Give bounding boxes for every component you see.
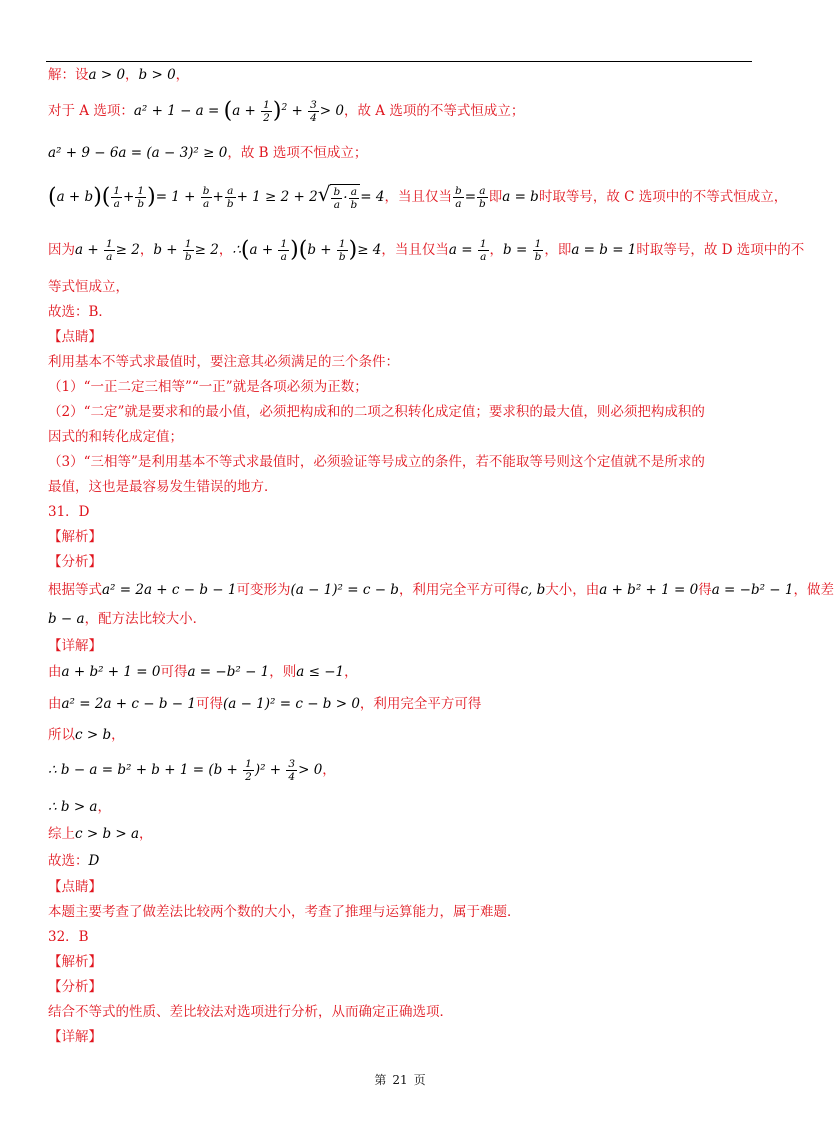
math: = 4 — [360, 189, 385, 205]
math: a = −b² − 1 — [187, 664, 270, 680]
text: ， — [97, 799, 111, 815]
math: b + — [307, 242, 336, 258]
text-line: 最值，这也是最容易发生错误的地方． — [48, 479, 278, 495]
math: $^2$ + — [281, 103, 308, 119]
detail-line — [48, 758, 754, 783]
text: ， — [322, 762, 336, 778]
analysis-line — [48, 581, 834, 599]
math: a + b — [56, 189, 94, 205]
math: c > b — [75, 727, 112, 743]
math: a² + 1 − a = — [133, 103, 224, 119]
analysis-line — [48, 610, 754, 628]
question-number: 31．D — [48, 504, 90, 520]
text-line: （3）“三相等”是利用基本不等式求最值时，必须验证等号成立的条件，若不能取等号则这个定值就不是所求的 — [48, 454, 705, 470]
math: ≥ 2 + 2 — [265, 189, 318, 205]
fraction: $\frac{b}{a}$ — [454, 185, 462, 210]
text: ，故 A 选项的不等式恒成立； — [343, 103, 525, 119]
math: b = — [503, 242, 532, 258]
math: (a − 1)² = c − b — [290, 582, 399, 598]
header-rule — [46, 61, 752, 62]
math: + — [123, 189, 135, 205]
detail-line — [48, 663, 754, 681]
option-c-line — [48, 182, 788, 211]
math: c, b — [520, 582, 546, 598]
text-line: 本题主要考查了做差法比较两个数的大小，考查了推理与运算能力，属于难题． — [48, 904, 521, 920]
math: (a − 1)² = c − b > 0 — [222, 696, 360, 712]
paren: ) — [147, 184, 156, 210]
solution-intro — [48, 66, 754, 84]
text: 即 — [488, 189, 503, 205]
text: 大小，由 — [545, 582, 600, 598]
text: 可变形为 — [236, 582, 291, 598]
paren: )( — [290, 237, 308, 263]
math: ≥ 2 — [115, 242, 140, 258]
paren: ( — [240, 237, 250, 263]
page-footer — [0, 1071, 800, 1088]
fraction: $\frac{1}{b}$ — [338, 238, 346, 263]
text: 因为 — [48, 242, 75, 258]
section-heading: 【详解】 — [48, 1029, 102, 1045]
answer-line — [48, 852, 754, 870]
text: 根据等式 — [48, 582, 102, 598]
fraction: $\frac{1}{a}$ — [479, 238, 487, 263]
section-heading: 【点睛】 — [48, 879, 102, 895]
text-line: （2）“二定”就是要求和的最小值，必须把构成和的二项之积转化成定值；要求积的最大值，则必须把构成积的 — [48, 404, 705, 420]
text: ， — [344, 664, 358, 680]
text: 时取等号，故 D 选项中的不 — [636, 242, 805, 258]
fraction: $\frac{1}{2}$ — [263, 99, 270, 124]
option-d-line — [48, 237, 805, 263]
paren: ) — [348, 237, 358, 263]
text-line: （1）“一正二定三相等”“一正”就是各项必须为正数； — [48, 379, 368, 395]
math: ≥ 4 — [357, 242, 382, 258]
text: 对于 A 选项： — [48, 103, 134, 119]
detail-line — [48, 825, 754, 843]
section-heading: 【详解】 — [48, 638, 102, 654]
math: a + — [75, 242, 103, 258]
text: ， — [125, 67, 139, 83]
text: ，当且仅当 — [381, 242, 449, 258]
text: ， — [139, 826, 153, 842]
fraction: $\frac{1}{a}$ — [113, 185, 121, 210]
math: a = b = 1 — [571, 242, 637, 258]
fraction: $\frac{3}{4}$ — [288, 758, 296, 783]
math: = — [464, 189, 476, 205]
text: 综上 — [48, 826, 75, 842]
math: = 1 + — [155, 189, 200, 205]
text: 可得 — [160, 664, 188, 680]
math: c > b > a — [75, 826, 140, 842]
text: ， — [489, 242, 504, 258]
section-heading: 【分析】 — [48, 554, 102, 570]
math: D — [88, 853, 100, 869]
math: a > 0 — [88, 67, 126, 83]
fraction: $\frac{1}{b}$ — [184, 238, 192, 263]
math: a² = 2a + c − b − 1 — [61, 696, 196, 712]
square-root: √ $\frac{b}{a}$ · $\frac{a}{b}$ — [318, 184, 361, 211]
math: a = — [448, 242, 477, 258]
math: > 0 — [298, 762, 323, 778]
fraction: $\frac{1}{b}$ — [137, 185, 145, 210]
footer-suffix: 页 — [413, 1073, 426, 1087]
text: ，利用完全平方可得 — [398, 582, 521, 598]
fraction: $\frac{3}{4}$ — [310, 99, 317, 124]
detail-line — [48, 798, 754, 816]
math: ∴ b > a — [48, 799, 98, 815]
detail-line — [48, 726, 754, 744]
text-line: 利用基本不等式求最值时，要注意其必须满足的三个条件： — [48, 354, 399, 370]
math: b − a — [48, 611, 85, 627]
math: a ≤ −1 — [296, 664, 345, 680]
fraction: $\frac{1}{a}$ — [280, 238, 288, 263]
paren: ) — [272, 98, 282, 124]
text: 解：设 — [48, 67, 89, 83]
paren: ( — [48, 184, 57, 210]
text-line: 结合不等式的性质、差比较法对选项进行分析，从而确定正确选项． — [48, 1004, 453, 1020]
text: ，做差 — [793, 582, 834, 598]
footer-prefix: 第 — [374, 1073, 387, 1087]
math: ∴ — [232, 242, 241, 258]
math: a + b² + 1 = 0 — [599, 582, 699, 598]
text: 可得 — [195, 696, 223, 712]
math: a = −b² − 1 — [711, 582, 794, 598]
text: ， — [139, 242, 154, 258]
option-a-line — [48, 99, 754, 124]
text: ， — [218, 242, 233, 258]
math: b + — [153, 242, 182, 258]
math: b > 0 — [138, 67, 176, 83]
math: a + — [232, 103, 261, 119]
math: ∴ b − a = b² + b + 1 = (b + — [48, 762, 243, 778]
option-b-line — [48, 144, 754, 162]
text: ，配方法比较大小． — [84, 611, 207, 627]
detail-line — [48, 695, 754, 713]
text: 得 — [698, 582, 712, 598]
text: 所以 — [48, 727, 75, 743]
section-heading: 【解析】 — [48, 529, 102, 545]
math: a = b — [502, 189, 539, 205]
text: ，利用完全平方可得 — [359, 696, 482, 712]
math: a + — [249, 242, 278, 258]
text: ，故 B 选项不恒成立； — [227, 145, 368, 161]
page-number: 21 — [392, 1073, 408, 1087]
text: ，当且仅当 — [384, 189, 452, 205]
text-line: 等式恒成立， — [48, 279, 129, 295]
math: a² + 9 − 6a = (a − 3)² ≥ 0 — [48, 145, 228, 161]
fraction: $\frac{1}{b}$ — [534, 238, 542, 263]
fraction: $\frac{a}{b}$ — [226, 185, 234, 210]
text: 由 — [48, 696, 62, 712]
text: ，则 — [269, 664, 297, 680]
fraction: $\frac{1}{2}$ — [245, 758, 252, 783]
math: a² = 2a + c − b − 1 — [102, 582, 237, 598]
text: ， — [111, 727, 125, 743]
text: ，即 — [544, 242, 572, 258]
fraction: $\frac{b}{a}$ — [202, 185, 210, 210]
paren: ( — [223, 98, 233, 124]
math: a + b² + 1 = 0 — [61, 664, 161, 680]
paren: )( — [93, 184, 111, 210]
math: + — [212, 189, 224, 205]
answer-line: 故选：B． — [48, 304, 112, 320]
math: + 1 — [236, 189, 266, 205]
text: 时取等号，故 C 选项中的不等式恒成立， — [538, 189, 788, 205]
section-heading: 【解析】 — [48, 954, 102, 970]
section-heading: 【分析】 — [48, 979, 102, 995]
math: > 0 — [319, 103, 344, 119]
math: )² + — [254, 762, 286, 778]
math: ≥ 2 — [194, 242, 219, 258]
text: ， — [175, 67, 190, 83]
fraction: $\frac{1}{a}$ — [105, 238, 113, 263]
text: 故选： — [48, 853, 89, 869]
section-heading: 【点睛】 — [48, 329, 102, 345]
question-number: 32．B — [48, 929, 89, 945]
text: 由 — [48, 664, 62, 680]
text-line: 因式的和转化成定值； — [48, 429, 183, 445]
fraction: $\frac{a}{b}$ — [479, 185, 486, 210]
